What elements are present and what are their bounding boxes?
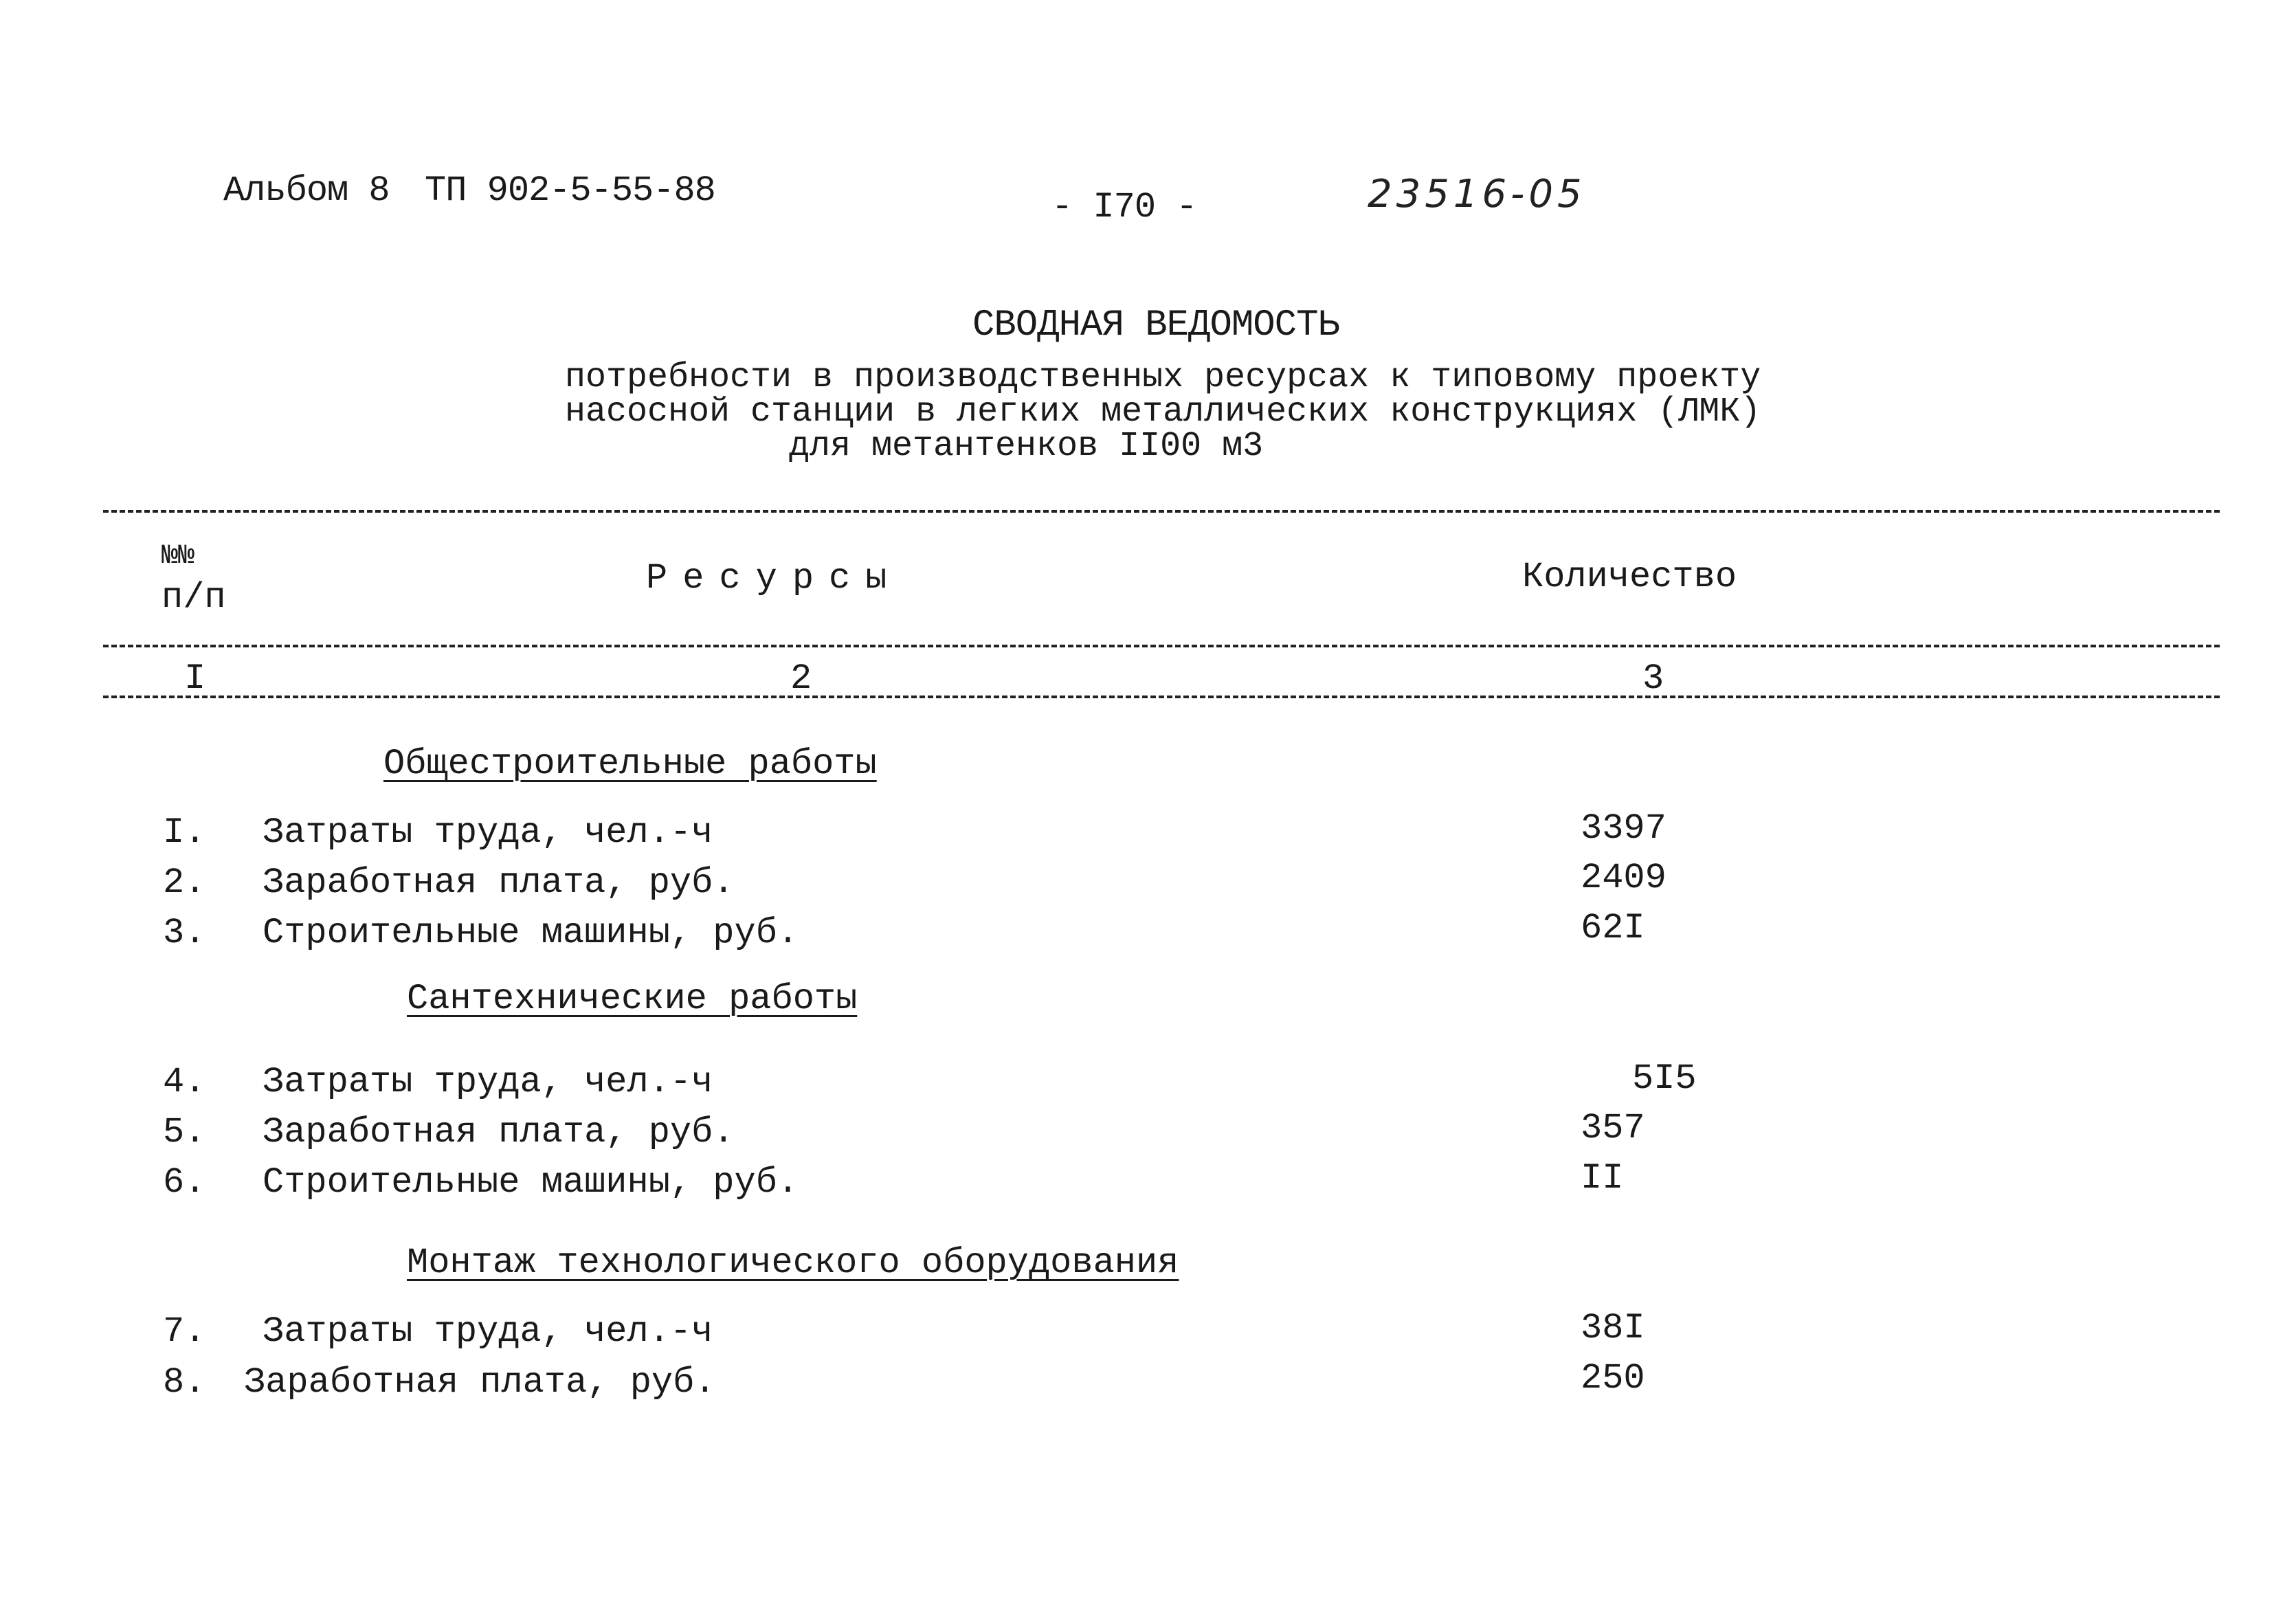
row-quantity: II (1581, 1158, 1624, 1199)
col-index-2: 2 (790, 658, 812, 699)
section-title-equipment-installation: Монтаж технологического оборудования (407, 1243, 1179, 1283)
row-resource-name: Строительные машины, руб. (263, 913, 799, 953)
page-number: - I70 - (1051, 187, 1197, 227)
row-resource-name: Строительные машины, руб. (263, 1162, 799, 1203)
col-num-label: п/п (161, 577, 226, 618)
document-title: СВОДНАЯ ВЕДОМОСТЬ (972, 304, 1339, 346)
row-quantity: 250 (1581, 1358, 1645, 1399)
row-quantity: 5I5 (1632, 1058, 1697, 1099)
row-number: 6. (163, 1162, 206, 1203)
col-index-1: I (184, 658, 206, 699)
row-number: 7. (163, 1311, 206, 1352)
row-number: 8. (163, 1362, 206, 1403)
subtitle-line-1: потребности в производственных ресурсах к типовому проекту (565, 358, 1761, 397)
row-resource-name: Затраты труда, чел.-ч (263, 1311, 713, 1352)
header-bottom-rule (103, 645, 2220, 647)
col-resources-header: Ресурсы (646, 558, 902, 599)
col-index-3: 3 (1642, 658, 1664, 699)
row-number: 2. (163, 863, 206, 903)
row-resource-name: Затраты труда, чел.-ч (263, 812, 713, 853)
row-quantity: 38I (1581, 1308, 1645, 1348)
row-quantity: 62I (1581, 908, 1645, 948)
row-resource-name: Заработная плата, руб. (263, 1112, 735, 1153)
row-number: I. (163, 812, 206, 853)
col-quantity-header: Количество (1522, 557, 1737, 597)
subtitle-line-2: насосной станции в легких металлических конструкциях (ЛМК) (565, 392, 1761, 432)
col-num-symbol: №№ (161, 541, 195, 572)
album-label: Альбом 8 (223, 170, 390, 211)
row-number: 3. (163, 913, 206, 953)
row-number: 4. (163, 1062, 206, 1102)
row-quantity: 357 (1581, 1108, 1645, 1148)
row-number: 5. (163, 1112, 206, 1153)
section-title-plumbing: Сантехнические работы (407, 979, 858, 1019)
index-bottom-rule (103, 696, 2220, 698)
row-resource-name: Заработная плата, руб. (244, 1362, 716, 1403)
row-quantity: 3397 (1581, 808, 1667, 849)
subtitle-line-3: для метантенков II00 м3 (789, 427, 1264, 466)
section-title-general-construction: Общестроительные работы (383, 744, 877, 784)
project-code: ТП 902-5-55-88 (425, 170, 715, 211)
table-top-rule (103, 510, 2220, 513)
row-resource-name: Затраты труда, чел.-ч (263, 1062, 713, 1102)
handwritten-stamp-number: 23516-05 (1368, 172, 1586, 216)
row-quantity: 2409 (1581, 858, 1667, 898)
row-resource-name: Заработная плата, руб. (263, 863, 735, 903)
